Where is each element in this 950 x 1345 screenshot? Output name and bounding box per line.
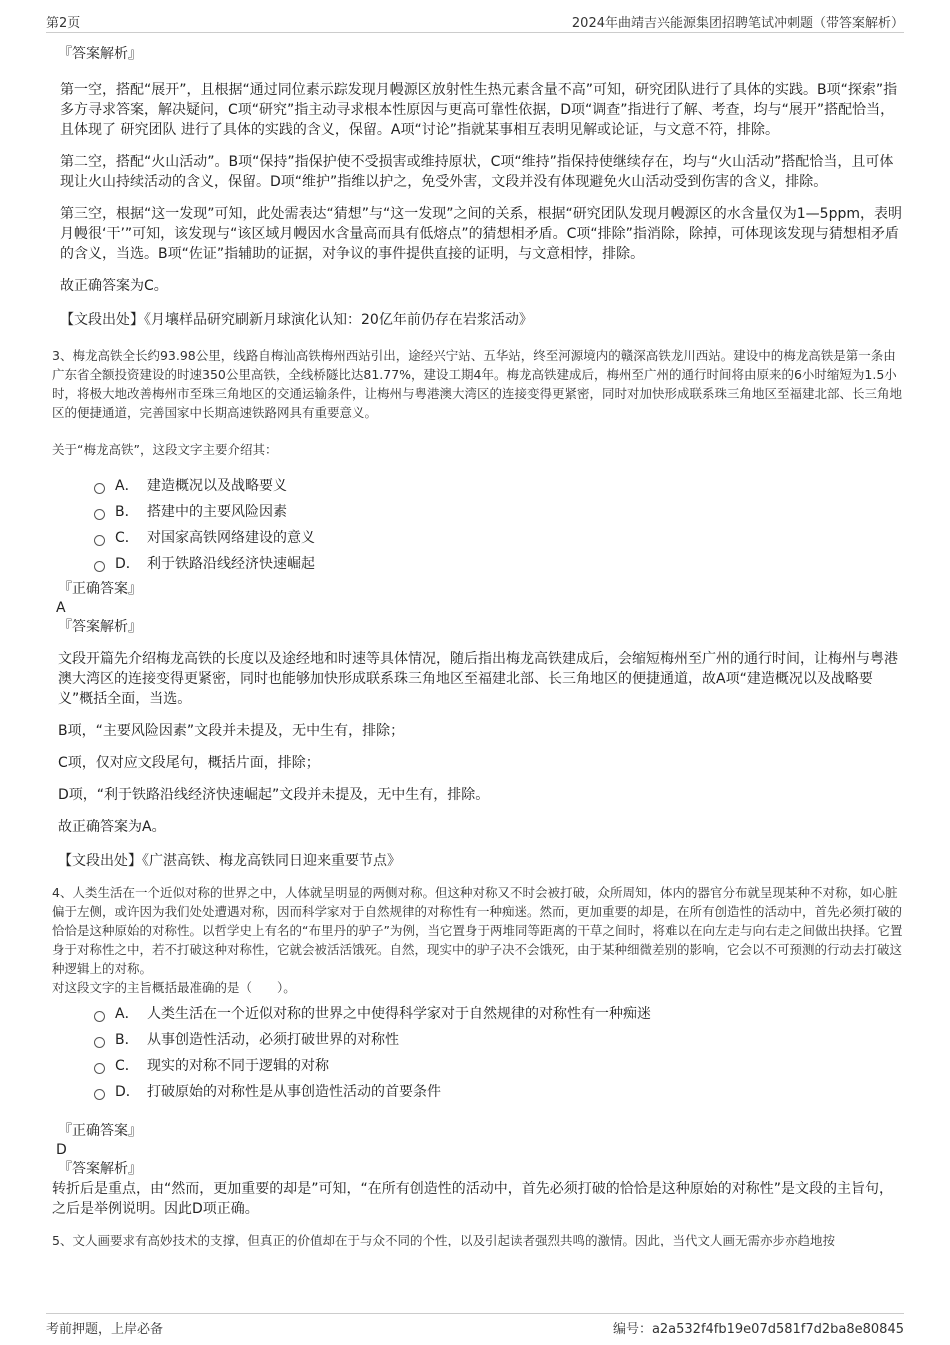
q2-source: 【文段出处】《月壤样品研究刷新月球演化认知：20亿年前仍存在岩浆活动》 [60, 312, 533, 328]
q3-analysis-para: C项，仅对应文段尾句，概括片面，排除； [58, 755, 320, 771]
q3-analysis-para: D项，“利于铁路沿线经济快速崛起”文段并未提及，无中生有，排除。 [58, 787, 490, 803]
q4-prompt: 对这段文字的主旨概括最准确的是（ ）。 [52, 980, 296, 995]
q2-analysis-section [54, 44, 904, 330]
q4-correct-label: 『正确答案』 [58, 1123, 142, 1139]
q3-section [52, 346, 904, 871]
q3-answer: A [56, 600, 66, 616]
radio-icon[interactable] [94, 1063, 105, 1074]
q3-option-d[interactable]: D． 利于铁路沿线经济快速崛起 [94, 551, 904, 577]
q4-analysis-label: 『答案解析』 [58, 1161, 142, 1177]
q3-option-c[interactable]: C． 对国家高铁网络建设的意义 [94, 525, 904, 551]
q2-analysis-para: 第一空，搭配“展开”，且根据“通过同位素示踪发现月幔源区放射性生热元素含量不高”可知，研究团队进行了具体的实践。B项“探索”指多方寻求答案，解决疑问，C项“研究”指主动寻求根本性原因与更高可靠性依据，D项“调查”指进行了解、考查，均与“展开”搭配恰当，且体现了 研究团队 进行了具体的实践的含义，保留。A项“讨论”指就某事相互表明见解或论证，与文意不符，排除。 [60, 82, 898, 138]
radio-icon[interactable] [94, 535, 105, 546]
q3-source: 【文段出处】《广湛高铁、梅龙高铁同日迎来重要节点》 [58, 853, 401, 869]
document-title: 2024年曲靖吉兴能源集团招聘笔试冲刺题（带答案解析） [571, 16, 904, 31]
q5-stem: 5、文人画要求有高妙技术的支撑，但真正的价值却在于与众不同的个性，以及引起读者强烈共鸣的激情。因此，当代文人画无需亦步亦趋地按 [52, 1233, 835, 1247]
q4-option-d[interactable]: D． 打破原始的对称性是从事创造性活动的首要条件 [94, 1079, 904, 1105]
document-body [54, 44, 904, 1247]
radio-icon[interactable] [94, 1011, 105, 1022]
q2-conclusion: 故正确答案为C。 [60, 278, 168, 294]
q3-options [52, 473, 904, 577]
q3-prompt: 关于“梅龙高铁”，这段文字主要介绍其： [52, 442, 278, 457]
q4-options [52, 1001, 904, 1105]
q2-analysis-para: 第三空，根据“这一发现”可知，此处需表达“猜想”与“这一发现”之间的关系，根据“研究团队发现月幔源区的水含量仅为1—5ppm，表明月幔很‘干’”可知，该发现与“该区域月幔因水含量高而具有低熔点”的猜想相矛盾。C项“排除”指消除，除掉，可体现该发现与猜想相矛盾的含义，当选。B项“佐证”指辅助的证据，对争议的事件提供直接的证明，与文意相悖，排除。 [60, 206, 902, 262]
q3-correct-label: 『正确答案』 [58, 581, 142, 597]
q4-option-c[interactable]: C． 现实的对称不同于逻辑的对称 [94, 1053, 904, 1079]
q4-analysis: 转折后是重点，由“然而，更加重要的却是”可知，“在所有创造性的活动中，首先必须打破的恰恰是这种原始的对称性”是文段的主旨句，之后是举例说明。因此D项正确。 [52, 1181, 894, 1217]
page-footer [46, 1313, 904, 1336]
radio-icon[interactable] [94, 1037, 105, 1048]
radio-icon[interactable] [94, 561, 105, 572]
q4-option-a[interactable]: A． 人类生活在一个近似对称的世界之中使得科学家对于自然规律的对称性有一种痴迷 [94, 1001, 904, 1027]
q5-section [52, 1231, 904, 1247]
radio-icon[interactable] [94, 483, 105, 494]
radio-icon[interactable] [94, 1089, 105, 1100]
q3-option-a[interactable]: A． 建造概况以及战略要义 [94, 473, 904, 499]
q3-option-b[interactable]: B． 搭建中的主要风险因素 [94, 499, 904, 525]
q4-stem: 4、人类生活在一个近似对称的世界之中，人体就呈明显的两侧对称。但这种对称又不时会被打破，众所周知，体内的器官分布就呈现某种不对称，如心脏偏于左侧，或许因为我们处处遭遇对称，因而科学家对于自然规律的对称性有一种痴迷。然而，更加重要的却是，在所有创造性的活动中，首先必须打破的恰恰是这种原始的对称性。以哲学史上有名的“布里丹的驴子”为例，当它置身于两堆同等距离的干草之间时，将难以在向左走与向右走之间做出抉择。它置身于对称性之中，若不打破这种对称性，它就会被活活饿死。自然，现实中的驴子决不会饿死，由于某种细微差别的影响，它会以不可预测的行动去打破这种逻辑上的对称。 [52, 885, 903, 976]
q3-conclusion: 故正确答案为A。 [58, 819, 166, 835]
page-number: 第2页 [46, 16, 81, 31]
q3-stem: 3、梅龙高铁全长约93.98公里，线路自梅汕高铁梅州西站引出，途经兴宁站、五华站，终至河源境内的赣深高铁龙川西站。建设中的梅龙高铁是第一条由广东省全额投资建设的时速350公里高铁，全线桥隧比达81.77%，建设工期4年。梅龙高铁建成后，梅州至广州的通行时间将由原来的6小时缩短为1.5小时，将极大地改善梅州市至珠三角地区的交通运输条件，让梅州与粤港澳大湾区的连接变得更紧密，同时对加快形成联系珠三角地区至福建北部、长三角地区的便捷通道，完善国家中长期高速铁路网具有重要意义。 [52, 348, 903, 420]
q4-section [52, 883, 904, 1219]
q3-analysis-para: 文段开篇先介绍梅龙高铁的长度以及途经地和时速等具体情况，随后指出梅龙高铁建成后，会缩短梅州至广州的通行时间，让梅州与粤港澳大湾区的连接变得更紧密，同时也能够加快形成联系珠三角地区至福建北部、长三角地区的便捷通道，故A项“建造概况以及战略要义”概括全面，当选。 [58, 651, 898, 707]
q3-analysis-para: B项，“主要风险因素”文段并未提及，无中生有，排除； [58, 723, 405, 739]
q4-answer: D [56, 1142, 67, 1158]
q4-option-b[interactable]: B． 从事创造性活动，必须打破世界的对称性 [94, 1027, 904, 1053]
footer-slogan: 考前押题，上岸必备 [46, 1322, 164, 1337]
radio-icon[interactable] [94, 509, 105, 520]
document-id: 编号：a2a532f4fb19e07d581f7d2ba8e80845 [612, 1322, 904, 1337]
q3-analysis-label: 『答案解析』 [58, 619, 142, 635]
page-header [46, 10, 904, 33]
q2-analysis-label: 『答案解析』 [58, 46, 142, 62]
q2-analysis-para: 第二空，搭配“火山活动”。B项“保持”指保护使不受损害或维持原状，C项“维持”指保持使继续存在，均与“火山活动”搭配恰当，且可体现让火山持续活动的含义，保留。D项“维护”指维以护之，免受外害，文段并没有体现避免火山活动受到伤害的含义，排除。 [60, 154, 894, 190]
